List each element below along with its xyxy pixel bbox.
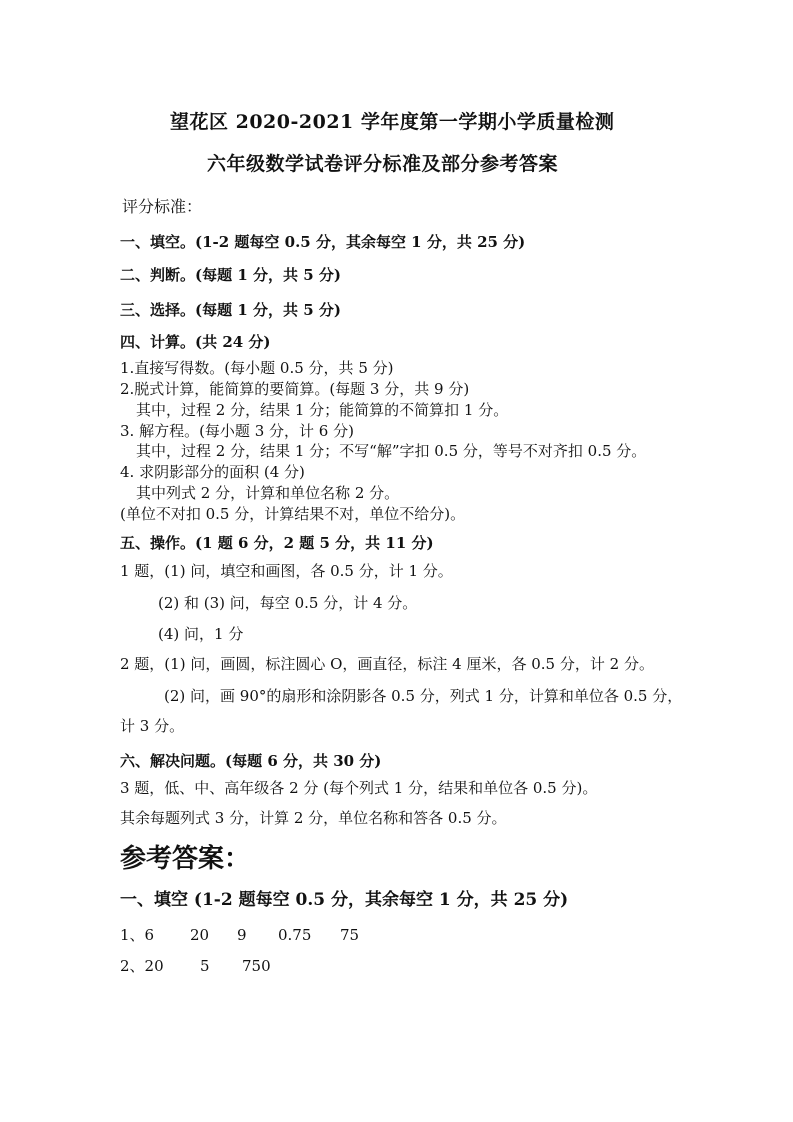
criteria-section-4: 四、计算。(共 24 分) xyxy=(120,333,271,351)
criteria-4-3: 3. 解方程。(每小题 3 分，计 6 分) xyxy=(120,422,354,440)
doc-title-line2: 六年级数学试卷评分标准及部分参考答案 xyxy=(207,153,559,175)
criteria-4-3-detail: 其中，过程 2 分，结果 1 分；不写“解”字扣 0.5 分，等号不对齐扣 0.5 分。 xyxy=(136,442,647,460)
criteria-4-4: 4. 求阴影部分的面积 (4 分) xyxy=(120,463,305,481)
criteria-section-5: 五、操作。(1 题 6 分，2 题 5 分，共 11 分) xyxy=(120,534,434,552)
doc-title-line1: 望花区 2020-2021 学年度第一学期小学质量检测 xyxy=(170,111,615,133)
criteria-4-1: 1.直接写得数。(每小题 0.5 分，共 5 分) xyxy=(120,359,394,377)
criteria-section-1: 一、填空。(1-2 题每空 0.5 分，其余每空 1 分，共 25 分) xyxy=(120,233,526,251)
answer-row-1-value: 9 xyxy=(237,926,247,944)
criteria-4-2-detail: 其中，过程 2 分，结果 1 分；能简算的不简算扣 1 分。 xyxy=(136,401,509,419)
criteria-section-3: 三、选择。(每题 1 分，共 5 分) xyxy=(120,301,341,319)
answer-row-1-value: 75 xyxy=(340,926,360,944)
criteria-6-2: 其余每题列式 3 分，计算 2 分，单位名称和答各 0.5 分。 xyxy=(120,809,507,827)
criteria-5-2: 2 题，(1) 问，画圆，标注圆心 O，画直径，标注 4 厘米，各 0.5 分，计 2 分。 xyxy=(120,655,654,673)
criteria-4-2: 2.脱式计算，能简算的要简算。(每题 3 分，共 9 分) xyxy=(120,380,470,398)
answers-heading: 参考答案： xyxy=(120,844,251,874)
criteria-4-4-detail: 其中列式 2 分，计算和单位名称 2 分。 xyxy=(136,484,400,502)
criteria-4-4-note: (单位不对扣 0.5 分，计算结果不对，单位不给分)。 xyxy=(120,505,466,523)
criteria-6-1: 3 题，低、中、高年级各 2 分 (每个列式 1 分，结果和单位各 0.5 分)。 xyxy=(120,779,598,797)
answer-row-1-label: 1、6 xyxy=(120,926,155,944)
criteria-5-2-c: 计 3 分。 xyxy=(120,717,185,735)
answer-row-2-value: 5 xyxy=(200,957,210,975)
answer-row-2-value: 750 xyxy=(242,957,271,975)
criteria-5-1: 1 题，(1) 问，填空和画图，各 0.5 分，计 1 分。 xyxy=(120,562,453,580)
criteria-5-1-b: (2) 和 (3) 问，每空 0.5 分，计 4 分。 xyxy=(158,594,418,612)
criteria-section-6: 六、解决问题。(每题 6 分，共 30 分) xyxy=(120,752,382,770)
answer-row-1-value: 20 xyxy=(190,926,210,944)
criteria-5-2-b: (2) 问，画 90°的扇形和涂阴影各 0.5 分，列式 1 分，计算和单位各 0.5 分， xyxy=(164,687,683,705)
answer-row-1 xyxy=(120,924,359,945)
answer-row-1-value: 0.75 xyxy=(278,926,312,944)
answer-row-2 xyxy=(120,955,271,976)
criteria-heading: 评分标准： xyxy=(122,197,203,216)
answers-section-1: 一、填空 (1-2 题每空 0.5 分，其余每空 1 分，共 25 分) xyxy=(120,890,569,910)
criteria-section-2: 二、判断。(每题 1 分，共 5 分) xyxy=(120,266,341,284)
criteria-5-1-c: (4) 问，1 分 xyxy=(158,625,244,643)
answer-row-2-label: 2、20 xyxy=(120,957,164,975)
